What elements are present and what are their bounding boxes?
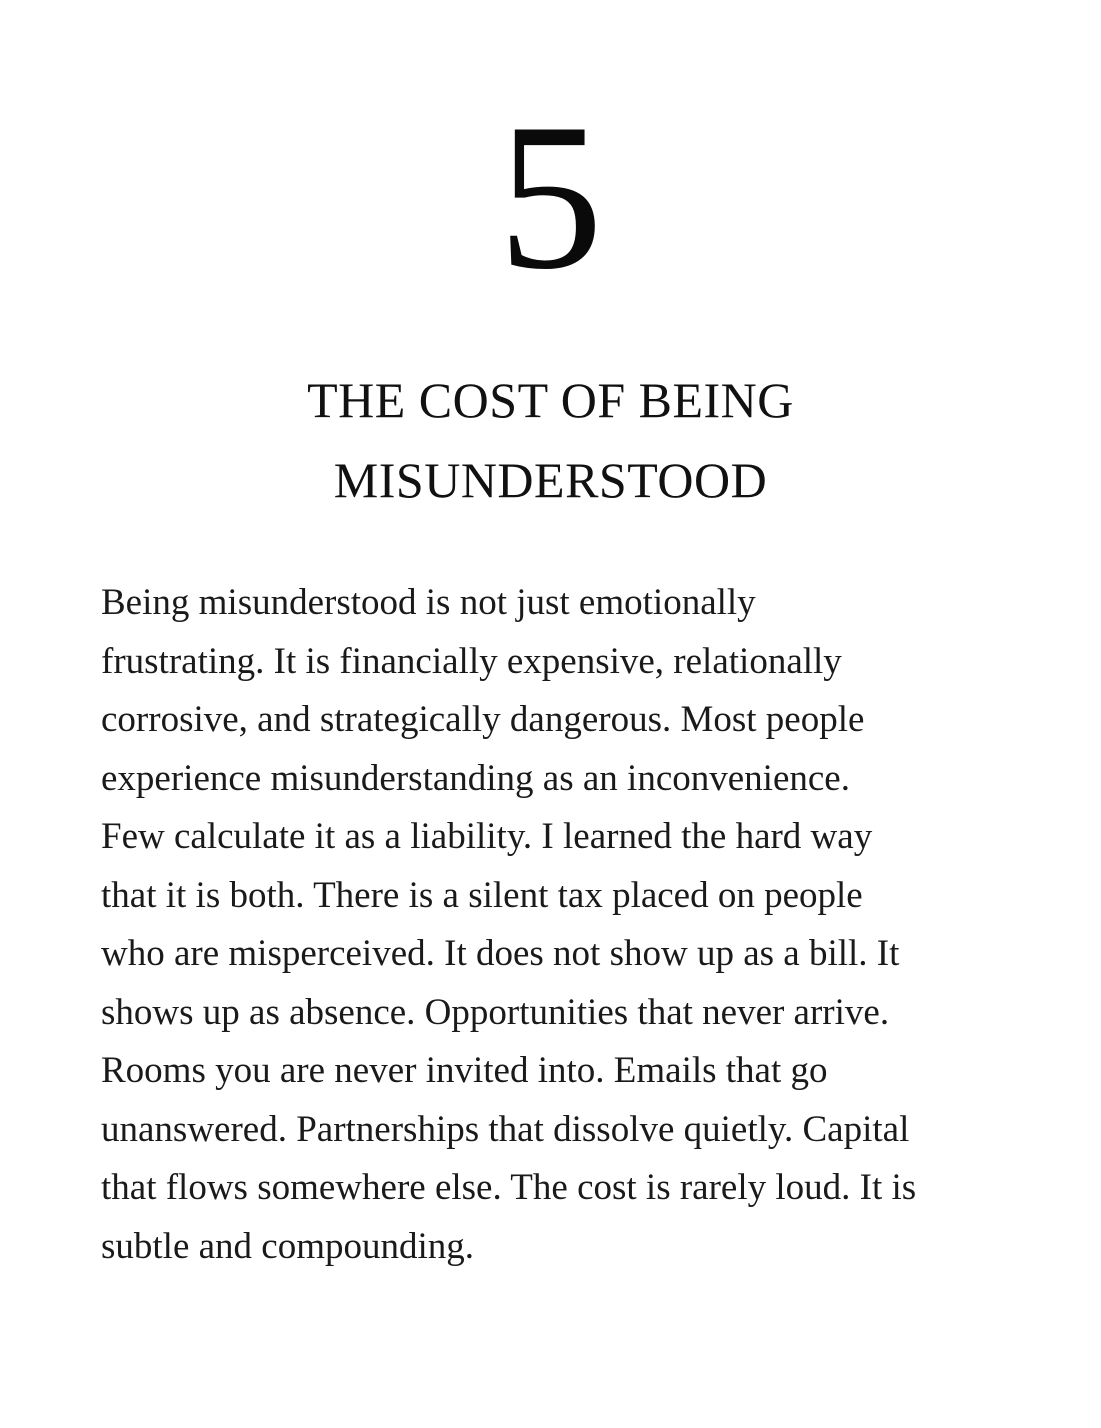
body-paragraph (101, 574, 1031, 1276)
paragraph-line: that it is both. There is a silent tax placed on people (101, 874, 863, 916)
chapter-title-line: THE COST OF BEING (307, 372, 794, 428)
paragraph-line: experience misunderstanding as an inconvenience. (101, 757, 850, 799)
paragraph-line: shows up as absence. Opportunities that never arrive. (101, 991, 890, 1033)
paragraph-line: who are misperceived. It does not show up as a bill. It (101, 933, 900, 974)
paragraph-line: frustrating. It is financially expensive, relationally (101, 640, 842, 682)
chapter-title (0, 360, 1101, 520)
paragraph-line: subtle and compounding. (101, 1225, 475, 1267)
paragraph-line: that flows somewhere else. The cost is rarely loud. It is (101, 1167, 917, 1208)
paragraph-line: Few calculate it as a liability. I learned the hard way (101, 816, 873, 857)
paragraph-line: unanswered. Partnerships that dissolve quietly. Capital (101, 1108, 910, 1150)
paragraph-line: corrosive, and strategically dangerous. Most people (101, 699, 865, 740)
chapter-title-line: MISUNDERSTOOD (333, 452, 768, 508)
paragraph-line: Being misunderstood is not just emotionally (101, 582, 756, 623)
chapter-number: 5 (498, 81, 603, 313)
paragraph-line: Rooms you are never invited into. Emails that go (101, 1050, 828, 1091)
